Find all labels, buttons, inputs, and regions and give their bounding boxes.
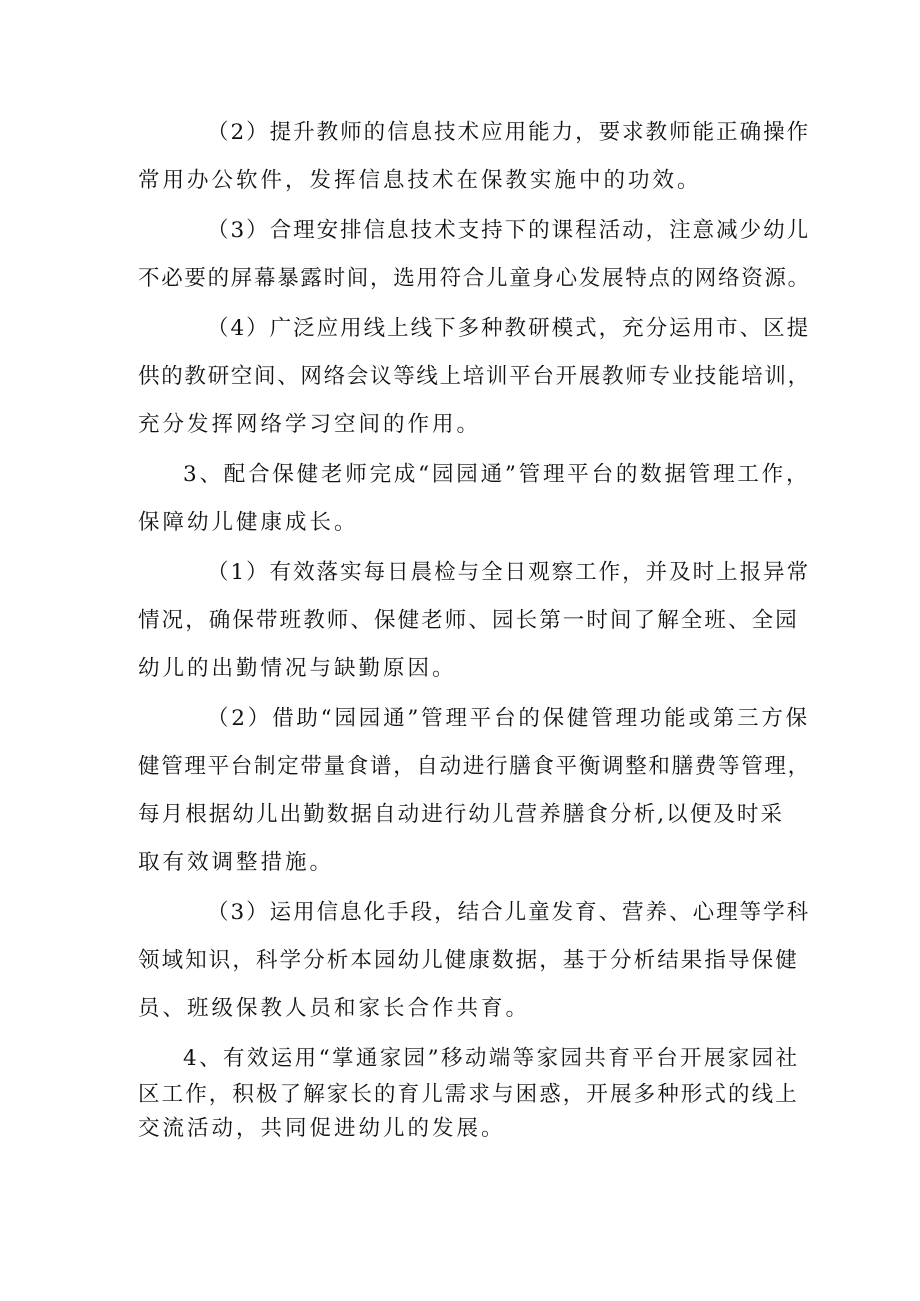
paragraph-line: 常用办公软件，发挥信息技术在保教实施中的功效。 (138, 168, 702, 193)
section-heading-line: 4、有效运用“掌通家园”移动端等家园共育平台开展家园社 (183, 1046, 800, 1071)
paragraph-line: （3）运用信息化手段，结合儿童发育、营养、心理等学科 (207, 900, 811, 925)
section-heading-line: 区工作，积极了解家长的育儿需求与困惑，开展多种形式的线上 (138, 1082, 799, 1107)
paragraph-line: 幼儿的出勤情况与缺勤原因。 (138, 656, 457, 681)
paragraph-line: （1）有效落实每日晨检与全日观察工作，并及时上报异常 (207, 560, 811, 585)
paragraph-line: 情况，确保带班教师、保健老师、园长第一时间了解全班、全园 (138, 608, 799, 633)
paragraph-line: 充分发挥网络学习空间的作用。 (138, 412, 482, 437)
paragraph-line: 健管理平台制定带量食谱，自动进行膳食平衡调整和膳费等管理， (138, 754, 811, 779)
paragraph-line: （2）提升教师的信息技术应用能力，要求教师能正确操作 (207, 120, 811, 145)
section-heading-line: 交流活动，共同促进幼儿的发展。 (138, 1116, 506, 1141)
paragraph-line: 不必要的屏幕暴露时间，选用符合儿童身心发展特点的网络资源。 (138, 266, 811, 291)
paragraph-line: （2）借助“园园通”管理平台的保健管理功能或第三方保 (207, 706, 810, 731)
section-heading-line: 3、配合保健老师完成“园园通”管理平台的数据管理工作， (183, 462, 811, 487)
section-heading-line: 保障幼儿健康成长。 (138, 510, 359, 535)
paragraph-line: 取有效调整措施。 (138, 850, 335, 875)
paragraph-line: （3）合理安排信息技术支持下的课程活动，注意减少幼儿 (207, 218, 811, 243)
paragraph-line: 员、班级保教人员和家长合作共育。 (138, 996, 531, 1021)
paragraph-line: 供的教研空间、网络会议等线上培训平台开展教师专业技能培训， (138, 364, 811, 389)
paragraph-line: 领域知识，科学分析本园幼儿健康数据，基于分析结果指导保健 (138, 948, 799, 973)
paragraph-line: （4）广泛应用线上线下多种教研模式，充分运用市、区提 (207, 316, 811, 341)
paragraph-line: 每月根据幼儿出勤数据自动进行幼儿营养膳食分析,以便及时采 (138, 802, 785, 827)
